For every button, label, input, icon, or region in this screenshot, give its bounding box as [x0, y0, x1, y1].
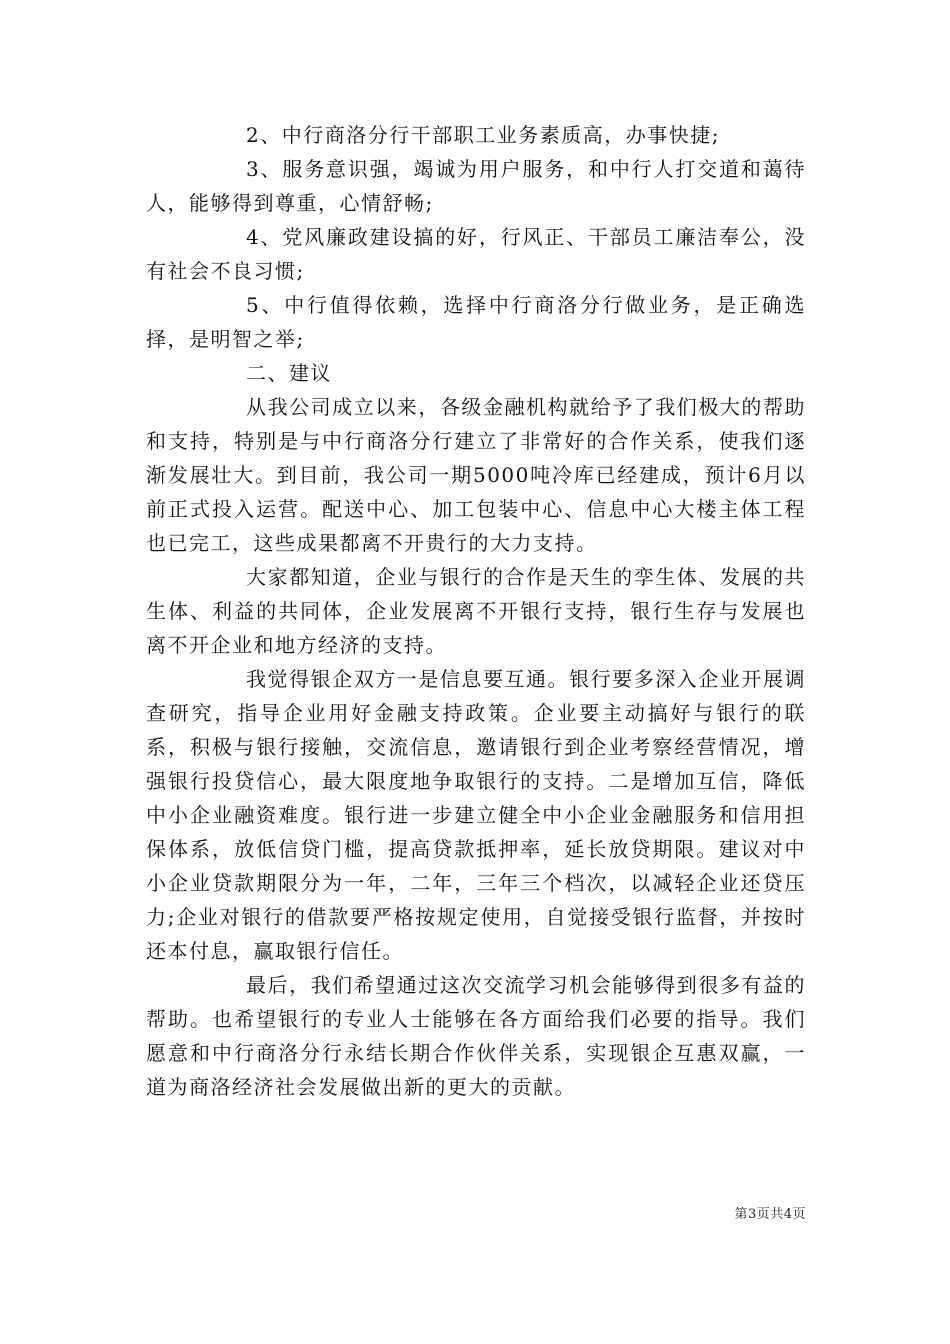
- page-number-footer: 第3页共4页: [734, 1207, 806, 1222]
- section-heading-suggestions: 二、建议: [246, 361, 332, 385]
- paragraph-bank-enterprise-cooperation: 大家都知道，企业与银行的合作是天生的孪生体、发展的共生体、利益的共同体，企业发展离不开银行支持，银行生存与发展也离不开企业和地方经济的支持。: [146, 565, 806, 657]
- paragraph-item-4: 4、党风廉政建设搞的好，行风正、干部员工廉洁奉公，没有社会不良习惯;: [146, 225, 806, 283]
- paragraph-company-history: 从我公司成立以来，各级金融机构就给予了我们极大的帮助和支持，特别是与中行商洛分行建立了非常好的合作关系，使我们逐渐发展壮大。到目前，我公司一期5000吨冷库已经建成，预计6月以前正式投入运营。配送中心、加工包装中心、信息中心大楼主体工程也已完工，这些成果都离不开贵行的大力支持。: [146, 395, 806, 555]
- document-body: [146, 118, 806, 1104]
- paragraph-item-2: 2、中行商洛分行干部职工业务素质高，办事快捷;: [246, 123, 720, 147]
- paragraph-item-3: 3、服务意识强，竭诚为用户服务，和中行人打交道和蔼待人，能够得到尊重，心情舒畅;: [146, 157, 806, 215]
- paragraph-item-5: 5、中行值得依赖，选择中行商洛分行做业务，是正确选择，是明智之举;: [146, 293, 806, 351]
- paragraph-recommendations: 我觉得银企双方一是信息要互通。银行要多深入企业开展调查研究，指导企业用好金融支持政策。企业要主动搞好与银行的联系，积极与银行接触，交流信息，邀请银行到企业考察经营情况，增强银行投贷信心，最大限度地争取银行的支持。二是增加互信，降低中小企业融资难度。银行进一步建立健全中小企业金融服务和信用担保体系，放低信贷门槛，提高贷款抵押率，延长放贷期限。建议对中小企业贷款期限分为一年，二年，三年三个档次，以减轻企业还贷压力;企业对银行的借款要严格按规定使用，自觉接受银行监督，并按时还本付息，赢取银行信任。: [146, 667, 806, 963]
- paragraph-closing: 最后，我们希望通过这次交流学习机会能够得到很多有益的帮助。也希望银行的专业人士能够在各方面给我们必要的指导。我们愿意和中行商洛分行永结长期合作伙伴关系，实现银企互惠双赢，一道为商洛经济社会发展做出新的更大的贡献。: [146, 973, 806, 1099]
